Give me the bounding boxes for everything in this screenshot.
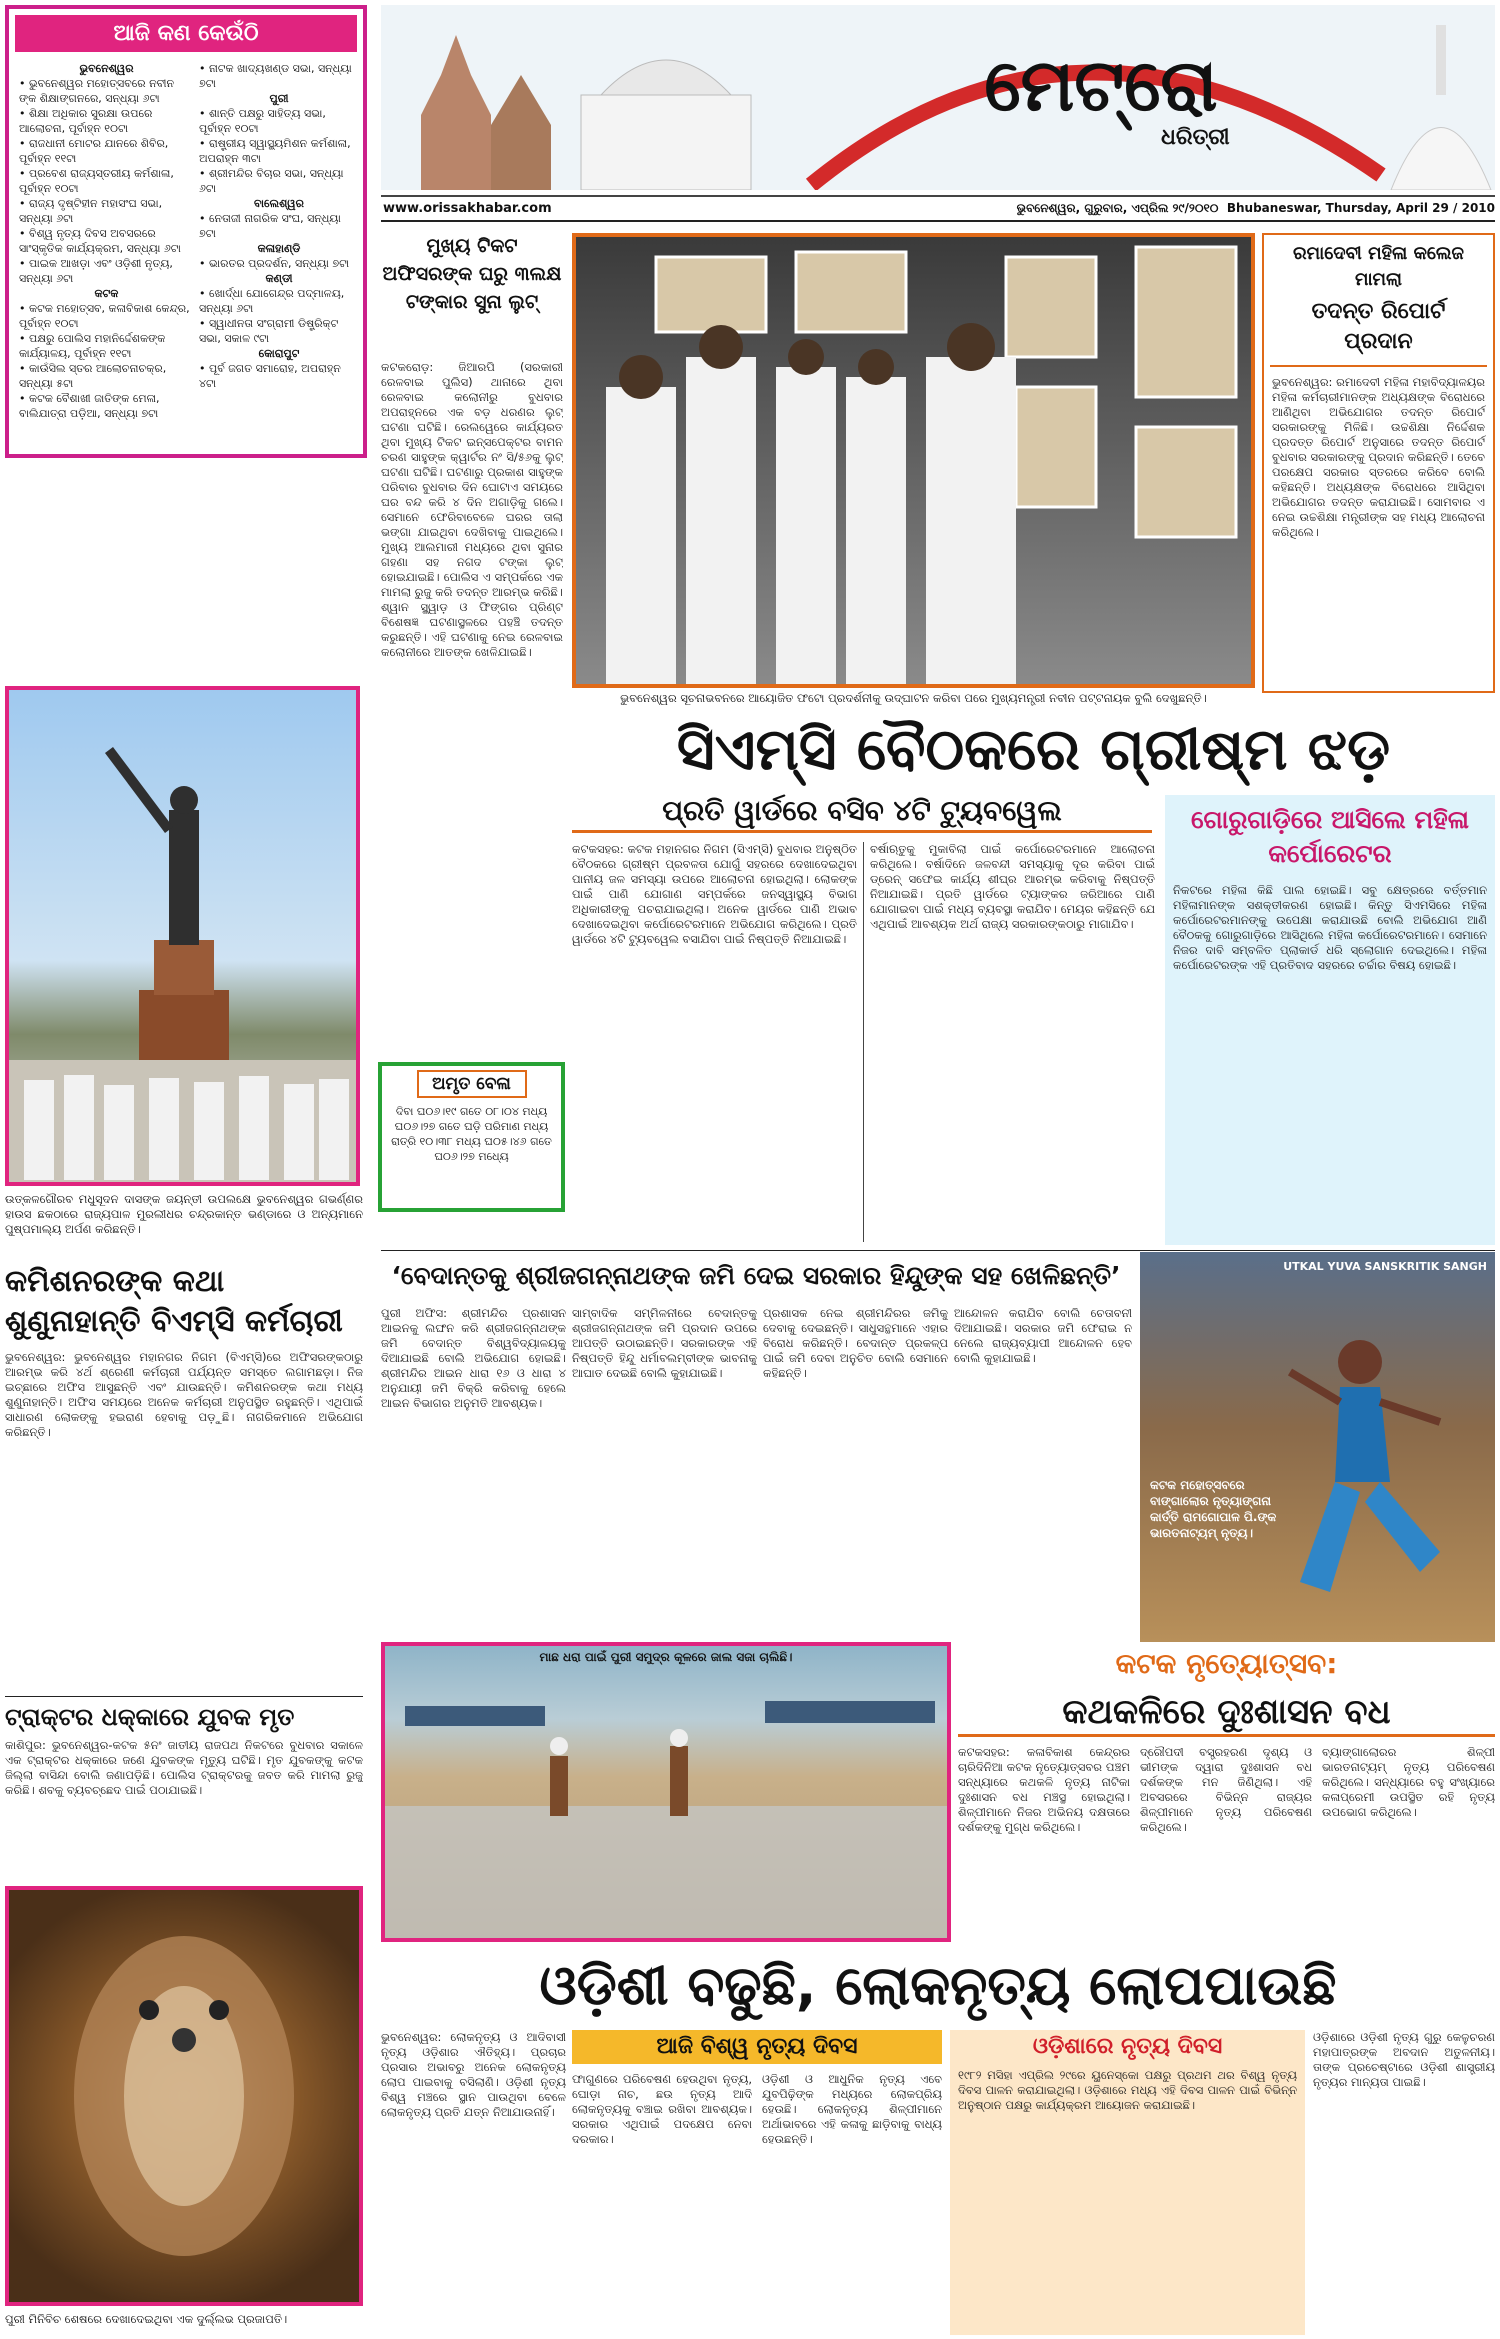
events-right-item: କଣ୍ଡୀ [265,272,293,285]
insect-illustration [9,1890,359,2302]
vedanta-col1: ପୁରୀ ଅଫିସ: ଶ୍ରୀମନ୍ଦିର ପ୍ରଶାସନ ଆଇନକୁ ଲଙ୍ଘନ କରି ଶ୍ରୀଜଗନ୍ନାଥଙ୍କ ଜମି ବେଦାନ୍ତ ବିଶ୍ୱବିଦ୍ୟାଳୟକୁ ଦିଆଯାଇଛି ବୋଲି ଅଭିଯୋଗ ହୋଇଛି। ଶ୍ରୀମନ୍ଦିର ଆଇନ ଧାରା ୧୬ ଓ ଧାରା ୪ ଅନୁଯାୟୀ ଜମି ବିକ୍ରି କରିବାକୁ ହେଲେ ଆଇନ ବିଭାଗର ଅନୁମତି ଆବଶ୍ୟକ। [381,1306,566,1410]
masthead-dateline [860,201,1495,216]
statue-photo [5,686,360,1186]
dancer-banner: UTKAL YUVA SANSKRITIK SANGH [1283,1260,1487,1273]
dancer-caption: କଟକ ମହୋତ୍ସବରେ ବାଙ୍ଗାଲୋର ନୃତ୍ୟାଙ୍ଗନା କାର୍ତ୍ତି ରାମଗୋପାଳ ପି.ଙ୍କ ଭାରତନାଟ୍ୟମ୍ ନୃତ୍ୟ। [1150,1478,1277,1540]
college-body: ଭୁବନେଶ୍ୱର: ରମାଦେବୀ ମହିଳା ମହାବିଦ୍ୟାଳୟର ମହିଳା କର୍ମଚାରୀମାନଙ୍କ ଅଧ୍ୟକ୍ଷଙ୍କ ବିରୋଧରେ ଆଣିଥିବା ଅଭିଯୋଗର ତଦନ୍ତ ରିପୋର୍ଟ ସରକାରଙ୍କୁ ମିଳିଛି। ଉଚ୍ଚଶିକ୍ଷା ନିର୍ଦ୍ଦେଶକ ପ୍ରଦତ୍ତ ରିପୋର୍ଟ ଅନୁସାରେ ତଦନ୍ତ ରିପୋର୍ଟ ବୁଧବାର ସରକାରଙ୍କୁ ପ୍ରଦାନ କରିଛନ୍ତି। ତେବେ ପରକ୍ଷେପ ସରକାର ସ୍ତରରେ କରିବେ ବୋଲି କହିଛନ୍ତି। ଅଧ୍ୟକ୍ଷଙ୍କ ବିରୋଧରେ ଆସିଥିବା ଅଭିଯୋଗର ତଦନ୍ତ କରାଯାଇଛି। ସୋମବାର ଏ ନେଇ ଉଚ୍ଚଶିକ୍ଷା ମନ୍ତ୍ରୀଙ୍କ ସହ ମଧ୍ୟ ଆଲୋଚନା କରିଥିଲେ। [1272,375,1485,539]
events-left-item: • ପ୍ରବେଶ ରାଜ୍ୟସ୍ତରୀୟ କର୍ମଶାଳା, ପୂର୍ବାହ୍ନ ୧୦ଟା [19,167,174,195]
amrit-bela-title: ଅମୃତ ବେଳା [417,1070,527,1098]
bullock-body: ନିକଟରେ ମହିଳା କିଛି ପାଲ ହୋଇଛି। ସବୁ କ୍ଷେତ୍ରରେ ବର୍ତ୍ତମାନ ମହିଳାମାନଙ୍କ ସଶକ୍ତୀକରଣ ହୋଇଛି। କିନ୍ତୁ ସିଏମସିରେ ମହିଳା କର୍ପୋରେଟରମାନଙ୍କୁ ଉପେକ୍ଷା କରାଯାଉଛି ବୋଲି ଅଭିଯୋଗ ଆଣି ବୈଠକକୁ ଗୋରୁଗାଡ଼ିରେ ଆସିଥିଲେ ମହିଳା କର୍ପୋରେଟରମାନେ। ସେମାନେ ନିଜର ଦାବି ସମ୍ବଳିତ ପ୍ଲାକାର୍ଡ ଧରି ସ୍ଲୋଗାନ ଦେଇଥିଲେ। ମହିଳା କର୍ପୋରେଟରଙ୍କ ଏହି ପ୍ରତିବାଦ ସହରରେ ଚର୍ଚ୍ଚାର ବିଷୟ ହୋଇଛି। [1173,883,1487,972]
masthead [381,5,1495,197]
odissi-col3: ଓଡ଼ିଶୀ ଓ ଆଧୁନିକ ନୃତ୍ୟ ଏବେ ଯୁବପିଢ଼ିଙ୍କ ମଧ୍ୟରେ ଲୋକପ୍ରିୟ ହେଉଛି। ଲୋକନୃତ୍ୟ ଶିଳ୍ପୀମାନେ ଅର୍ଥାଭାବରେ ଏହି କଳାକୁ ଛାଡ଼ିବାକୁ ବାଧ୍ୟ ହେଉଛନ୍ତି। [762,2072,942,2146]
events-right-item: • ପୂର୍ବ ଜଗତ ସମାରୋହ, ଅପରାହ୍ନ ୪ଟା [199,362,341,390]
cmc-headline: ସିଏମ୍‌ସି ବୈଠକରେ ଗ୍ରୀଷ୍ମ ଝଡ଼ [676,715,1391,783]
events-right-item: • ସ୍ୱାଧୀନତା ସଂଗ୍ରାମୀ ଡିଷ୍ଟ୍ରିକ୍ଟ ସଭା, ସକାଳ ୯ଟା [199,317,339,345]
masthead-illustration [381,5,1495,190]
cmc-col1: କଟକସହର: କଟକ ମହାନଗର ନିଗମ (ସିଏମ୍‌ସି) ବୁଧବାର ଅନୁଷ୍ଠିତ ବୈଠକରେ ଗ୍ରୀଷ୍ମ ପ୍ରବଳତା ଯୋଗୁଁ ସହରରେ ଦେଖାଦେଇଥିବା ପାନୀୟ ଜଳ ସମସ୍ୟା ଉପରେ ଆଲୋଚନା ହୋଇଥିଲା। ଲୋକଙ୍କ ପାଇଁ ପାଣି ଯୋଗାଣ ସମ୍ପର୍କରେ ଜନସ୍ୱାସ୍ଥ୍ୟ ବିଭାଗ ଅଧିକାରୀଙ୍କୁ ପଚରାଯାଇଥିଲା। ଅନେକ ୱାର୍ଡରେ ପାଣି ଅଭାବ ଦେଖାଦେଇଥିବା କର୍ପୋରେଟରମାନେ ଅଭିଯୋଗ କରିଥିଲେ। ପ୍ରତି ୱାର୍ଡରେ ୪ଟି ଟ୍ୟୁବୱେଲ ବସାଯିବା ପାଇଁ ନିଷ୍ପତ୍ତି ନିଆଯାଇଛି। [572,842,857,946]
dancer-photo [1140,1252,1495,1642]
cmc-subhead: ପ୍ରତି ୱାର୍ଡରେ ବସିବ ୪ଟି ଟ୍ୟୁବୱେଲ [572,792,1152,833]
events-right-item: କଳାହାଣ୍ଡି [257,242,301,255]
main-photo [572,233,1255,688]
dateline-odia: ଭୁବନେଶ୍ୱର, ଗୁରୁବାର, ଏପ୍ରିଲ ୨୯/୨୦୧୦ [1016,201,1219,215]
odissi-box-left: ଆଜି ବିଶ୍ୱ ନୃତ୍ୟ ଦିବସ [572,2030,942,2064]
robbery-body: କଟକରୋଡ଼: ଜିଆରପି (ସରକାରୀ ରେଳବାଇ ପୁଲିସ) ଥାନାରେ ଥିବା ରେଳବାଇ କଲୋନୀରୁ ବୁଧବାର ଅପରାହ୍ନରେ ଏକ ବଡ଼ ଧରଣର ଲୁଟ୍ ଘଟଣା ଘଟିଛି। ରେଲୱେରେ କାର୍ଯ୍ୟରତ ଥିବା ମୁଖ୍ୟ ଟିକଟ ଇନ୍‌ସପେକ୍ଟର ବାମନ ଚରଣ ସାହୁଙ୍କ କ୍ୱାର୍ଟର ନଂ ସି/୫୬କୁ ଲୁଟ୍ ଘଟଣା ଘଟିଛି। ଘଟଣାରୁ ପ୍ରକାଶ ସାହୁଙ୍କ ପରିବାର ବୁଧବାର ଦିନ ଘୋଟାଏ ସମୟରେ ଘର ବନ୍ଦ କରି ୪ ଦିନ ଅଗାଡ଼ିକୁ ଗଲେ। ସେମାନେ ଫେରିବାବେଳେ ଘରର ତାଲା ଭଙ୍ଗା ଯାଇଥିବା ଦେଖିବାକୁ ପାଇଥିଲେ। ମୁଖ୍ୟ ଆଲମାରୀ ମଧ୍ୟରେ ଥିବା ସୁନାର ଗହଣା ସହ ନଗଦ ଟଙ୍କା ଲୁଟ୍ ହୋଇଯାଇଛି। ପୋଲିସ ଏ ସମ୍ପର୍କରେ ଏକ ମାମଲା ରୁଜୁ କରି ତଦନ୍ତ ଆରମ୍ଭ କରିଛି। ଶ୍ୱାନ ସ୍କ୍ୱାଡ଼ ଓ ଫିଙ୍ଗର ପ୍ରିଣ୍ଟ ବିଶେଷଜ୍ଞ ଘଟଣାସ୍ଥଳରେ ପହଞ୍ଚି ତଦନ୍ତ କରୁଛନ୍ତି। ଏହି ଘଟଣାକୁ ନେଇ ରେଳବାଇ କଲୋନୀରେ ଆତଙ୍କ ଖେଳିଯାଇଛି। [381,360,563,659]
events-title: ଆଜି କଣ କେଉଁଠି [15,15,357,52]
events-right-item: • ଖୋର୍ଦ୍ଧା ଯୋଗେନ୍ଦ୍ର ପଦ୍ମାଳୟ, ସନ୍ଧ୍ୟା ୬ଟା [199,287,345,315]
kathakali-headline: କଥକଳିରେ ଦୁଃଶାସନ ବଧ [958,1690,1495,1737]
robbery-headline: ମୁଖ୍ୟ ଟିକଟ ଅଫିସରଙ୍କ ଘରୁ ୩ଲକ୍ଷ ଟଙ୍କାର ସୁନା ଲୁଟ୍ [382,235,562,313]
events-left-item: • ରାଜ୍ୟ ଦୃଷ୍ଟିହୀନ ମହାସଂଘ ସଭା, ସନ୍ଧ୍ୟା ୬ଟା [19,197,163,225]
events-right-item: • ଶ୍ରୀମନ୍ଦିର ବିଚାର ସଭା, ସନ୍ଧ୍ୟା ୬ଟା [199,167,344,195]
events-left-item: • ବିଶ୍ୱ ନୃତ୍ୟ ଦିବସ ଅବସରରେ ସାଂସ୍କୃତିକ କାର୍ଯ୍ୟକ୍ରମ, ସନ୍ଧ୍ୟା ୬ଟା [19,227,181,255]
insect-photo [5,1886,363,2306]
vedanta-col2: ସାମ୍ବାଦିକ ସମ୍ମିଳନୀରେ ବେଦାନ୍ତକୁ ଶ୍ରୀଜଗନ୍ନାଥଙ୍କ ଜମି ପ୍ରଦାନ ଉପରେ ଆପତ୍ତି ଉଠାଇଛନ୍ତି। ସରକାରଙ୍କ ଏହି ନିଷ୍ପତ୍ତି ହିନ୍ଦୁ ଧର୍ମାବଲମ୍ବୀଙ୍କ ଭାବନାକୁ ଆଘାତ ଦେଇଛି ବୋଲି କୁହାଯାଇଛି। [572,1306,757,1380]
tractor-headline: ଟ୍ରାକ୍ଟର ଧକ୍କାରେ ଯୁବକ ମୃତ [5,1703,295,1731]
events-list-right [199,61,359,451]
events-right-item: ବାଲେଶ୍ୱର [254,197,304,210]
dancer-illustration [1140,1252,1495,1642]
odissi-box-right-frame [950,2030,1305,2335]
events-right-item: • ରାଷ୍ଟ୍ରୀୟ ସ୍ୱାସ୍ଥ୍ୟମିଶନ କର୍ମଶାଳା, ଅପରାହ୍ନ ୩ଟା [199,137,351,165]
vedanta-col4: ଆନ୍ଦୋଳନ କରାଯିବ ବୋଲି ଚେତାବନୀ ଦିଆଯାଇଛି। ସରକାର ଜମି ଫେରାଇ ନ ନେଲେ ରାଜ୍ୟବ୍ୟାପୀ ଆନ୍ଦୋଳନ ହେବ ବୋଲି କୁହାଯାଇଛି। [954,1306,1132,1365]
events-left-item: • ପାଇକ ଆଖଡ଼ା ଏବଂ ଓଡ଼ିଶୀ ନୃତ୍ୟ, ସନ୍ଧ୍ୟା ୬ଟା [19,257,173,285]
events-left-item: • ଭୁବନେଶ୍ୱର ମହୋତ୍ସବରେ ନବୀନ ଙ୍କ ଶିକ୍ଷାଙ୍ଗନରେ, ସନ୍ଧ୍ୟା ୬ଟା [19,77,175,105]
statue-caption: ଉତ୍କଳଗୌରବ ମଧୁସୂଦନ ଦାସଙ୍କ ଜୟନ୍ତୀ ଉପଲକ୍ଷେ ଭୁବନେଶ୍ୱର ଗଭର୍ଣ୍ଣର ହାଉସ ଛକଠାରେ ରାଜ୍ୟପାଳ ମୁରଲୀଧର ଚନ୍ଦ୍ରକାନ୍ତ ଭଣ୍ଡାରେ ଓ ଅନ୍ୟମାନେ ପୁଷ୍ପମାଲ୍ୟ ଅର୍ପଣ କରିଛନ୍ତି। [5,1192,363,1236]
masthead-subtitle: ଧରିତ୍ରୀ [1161,125,1230,150]
fishing-caption: ମାଛ ଧରା ପାଇଁ ପୁରୀ ସମୁଦ୍ର କୂଳରେ ଜାଲ ସଜା ଚାଲିଛି। [539,1650,793,1664]
bullock-box [1165,795,1495,1245]
odissi-col4: ୧୯୮୨ ମସିହା ଏପ୍ରିଲ ୨୯ରେ ୟୁନେସ୍କୋ ପକ୍ଷରୁ ପ୍ରଥମ ଥର ବିଶ୍ୱ ନୃତ୍ୟ ଦିବସ ପାଳନ କରାଯାଇଥିଲା। ଓଡ଼ିଶାରେ ମଧ୍ୟ ଏହି ଦିବସ ପାଳନ ପାଇଁ ବିଭିନ୍ନ ଅନୁଷ୍ଠାନ ପକ୍ଷରୁ କାର୍ଯ୍ୟକ୍ରମ ଆୟୋଜନ କରାଯାଇଛି। [958,2068,1297,2112]
odissi-col5: ଓଡ଼ିଶାରେ ଓଡ଼ିଶୀ ନୃତ୍ୟ ଗୁରୁ କେଳୁଚରଣ ମହାପାତ୍ରଙ୍କ ଅବଦାନ ଅତୁଳନୀୟ। ତାଙ୍କ ପ୍ରଚେଷ୍ଟାରେ ଓଡ଼ିଶୀ ଶାସ୍ତ୍ରୀୟ ନୃତ୍ୟର ମାନ୍ୟତା ପାଇଛି। [1313,2030,1495,2089]
events-right-item: • ଭାରତର ପ୍ରଦର୍ଶନ, ସନ୍ଧ୍ୟା ୭ଟା [199,257,350,270]
masthead-rule [381,220,1495,222]
divider [381,1250,1495,1251]
bullock-headline: ଗୋରୁଗାଡ଼ିରେ ଆସିଲେ ମହିଳା କର୍ପୋରେଟର [1191,805,1469,868]
events-box [5,5,367,458]
commissioner-headline: କମିଶନରଙ୍କ କଥା ଶୁଣୁନାହାନ୍ତି ବିଏମ୍‌ସି କର୍ମଚାରୀ [5,1264,343,1339]
statue-illustration [9,690,356,1182]
exhibition-illustration [576,237,1251,684]
college-kicker: ରମାଦେବୀ ମହିଳା କଲେଜ ମାମଲା [1292,243,1464,290]
odissi-headline: ଓଡ଼ିଶୀ ବଢୁଛି, ଲୋକନୃତ୍ୟ ଲୋପପାଉଛି [539,1954,1337,2017]
fishing-illustration [385,1646,947,1938]
vedanta-headline: ‘ବେଦାନ୍ତକୁ ଶ୍ରୀଜଗନ୍ନାଥଙ୍କ ଜମି ଦେଇ ସରକାର ହିନ୍ଦୁଙ୍କ ସହ ଖେଳିଛନ୍ତି’ [391,1261,1121,1290]
kathakali-col1: କଟକସହର: କଳାବିକାଶ କେନ୍ଦ୍ରର ଚାରିଦିନିଆ କଟକ ନୃତ୍ୟୋତ୍ସବର ପଞ୍ଚମ ସନ୍ଧ୍ୟାରେ କଥକଳି ନୃତ୍ୟ ନାଟିକା ଦୁଃଶାସନ ବଧ ମଞ୍ଚସ୍ଥ ହୋଇଥିଲା। ଶିଳ୍ପୀମାନେ ନିଜର ଅଭିନୟ ଦକ୍ଷତାରେ ଦର୍ଶକଙ୍କୁ ମୁଗ୍ଧ କରିଥିଲେ। [958,1745,1130,1834]
events-left-item: • କାଉଁସିଲ ସ୍ତର ଆଲୋଚନାଚକ୍ର, ସନ୍ଧ୍ୟା ୫ଟା [19,362,167,390]
kathakali-kicker: କଟକ ନୃତ୍ୟୋତ୍ସବ: [1115,1647,1338,1680]
events-right-item: ପୁରୀ [269,92,289,105]
vedanta-col3: ପ୍ରଶାସକ ନେଇ ଶ୍ରୀମନ୍ଦିରର ଜମିକୁ ଦେବାକୁ ଦେଇଛନ୍ତି। ସାଧୁସନ୍ଥମାନେ ଏହାର ବିରୋଧ କରିଛନ୍ତି। ବେଦାନ୍ତ ପ୍ରକଳ୍ପ ପାଇଁ ଜମି ଦେବା ଅନୁଚିତ ବୋଲି ସେମାନେ କହିଛନ୍ତି। [763,1306,948,1380]
dateline-en: Bhubaneswar, Thursday, April 29 / 2010 [1226,201,1495,215]
events-right-item: କୋରାପୁଟ [258,347,300,360]
masthead-website: www.orissakhabar.com [383,201,552,216]
odissi-box-right: ଓଡ଼ିଶାରେ ନୃତ୍ୟ ଦିବସ [1032,2034,1223,2059]
events-left-item: କଟକ [94,287,119,300]
amrit-bela-body: ଦିବା ଘ୦୬।୧୯ ଗତେ ୦୮।୦୪ ମଧ୍ୟ ଘ୦୬।୨୭ ଗତେ ଘଡ଼ି ପରିମାଣ ମଧ୍ୟ ରାତ୍ରି ୧୦।୩୮ ମଧ୍ୟ ଘ୦୫।୪୬ ଗତେ ଘ୦୬।୨୭ ମଧ୍ୟେ [391,1105,552,1163]
kathakali-col2: ଦ୍ରୌପଦୀ ବସ୍ତ୍ରହରଣ ଦୃଶ୍ୟ ଓ ଭୀମଙ୍କ ଦ୍ୱାରା ଦୁଃଶାସନ ବଧ ଦର୍ଶକଙ୍କ ମନ ଜିଣିଥିଲା। ଏହି ଅବସରରେ ବିଭିନ୍ନ ରାଜ୍ୟର ଶିଳ୍ପୀମାନେ ନୃତ୍ୟ ପରିବେଷଣ କରିଥିଲେ। [1140,1745,1312,1834]
college-box [1262,233,1495,693]
events-right-item: • ଶାନ୍ତି ପକ୍ଷରୁ ସାହିତ୍ୟ ସଭା, ପୂର୍ବାହ୍ନ ୧୦ଟା [199,107,326,135]
events-right-item: • ନେତାଜୀ ନାଗରିକ ସଂଘ, ସନ୍ଧ୍ୟା ୭ଟା [199,212,341,240]
tractor-body: କାଶିପୁର: ଭୁବନେଶ୍ୱର-କଟକ ୫ନଂ ଜାତୀୟ ରାଜପଥ ନିକଟରେ ବୁଧବାର ସକାଳେ ଏକ ଟ୍ରାକ୍ଟର ଧକ୍କାରେ ଜଣେ ଯୁବକଙ୍କ ମୃତ୍ୟୁ ଘଟିଛି। ମୃତ ଯୁବକଙ୍କୁ କଟକ ଜିଲ୍ଲା ବାସିନ୍ଦା ବୋଲି ଜଣାପଡ଼ିଛି। ପୋଲିସ ଟ୍ରାକ୍ଟରକୁ ଜବତ କରି ମାମଲା ରୁଜୁ କରିଛି। ଶବକୁ ବ୍ୟବଚ୍ଛେଦ ପାଇଁ ପଠାଯାଇଛି। [5,1738,363,1797]
cmc-col2: ବର୍ଷାଋତୁକୁ ମୁକାବିଲା ପାଇଁ କର୍ପୋରେଟରମାନେ ଆଲୋଚନା କରିଥିଲେ। ବର୍ଷାଦିନେ ଜଳବନ୍ଦୀ ସମସ୍ୟାକୁ ଦୂର କରିବା ପାଇଁ ଡ୍ରେନ୍ ସଫେଇ କାର୍ଯ୍ୟ ଶୀଘ୍ର ଆରମ୍ଭ କରିବାକୁ ନିଷ୍ପତ୍ତି ନିଆଯାଇଛି। ପ୍ରତି ୱାର୍ଡରେ ଟ୍ୟାଙ୍କର ଜରିଆରେ ପାଣି ଯୋଗାଇବା ପାଇଁ ମଧ୍ୟ ବ୍ୟବସ୍ଥା କରାଯିବ। ମେୟର କହିଛନ୍ତି ଯେ ଏଥିପାଇଁ ଆବଶ୍ୟକ ଅର୍ଥ ରାଜ୍ୟ ସରକାରଙ୍କଠାରୁ ମାଗାଯିବ। [870,842,1155,931]
odissi-col1: ଭୁବନେଶ୍ୱର: ଲୋକନୃତ୍ୟ ଓ ଆଦିବାସୀ ନୃତ୍ୟ ଓଡ଼ିଶାର ଐତିହ୍ୟ। ପ୍ରଚାର ପ୍ରସାର ଅଭାବରୁ ଅନେକ ଲୋକନୃତ୍ୟ ଲୋପ ପାଇବାକୁ ବସିଲାଣି। ଓଡ଼ିଶୀ ନୃତ୍ୟ ବିଶ୍ୱ ମଞ୍ଚରେ ସ୍ଥାନ ପାଉଥିବା ବେଳେ ଲୋକନୃତ୍ୟ ପ୍ରତି ଯତ୍ନ ନିଆଯାଉନାହିଁ। [381,2030,566,2119]
main-photo-caption: ଭୁବନେଶ୍ୱର ସୂଚନାଭବନରେ ଆୟୋଜିତ ଫଟୋ ପ୍ରଦର୍ଶନୀକୁ ଉଦ୍‌ଘାଟନ କରିବା ପରେ ମୁଖ୍ୟମନ୍ତ୍ରୀ ନବୀନ ପଟ୍ଟନାୟକ ବୁଲି ଦେଖୁଛନ୍ତି। [620,691,1207,705]
amrit-bela-box [378,1062,565,1212]
events-left-item: • ରାଜଧାନୀ ମୋଟର ଯାନରେ ଶିବିର, ପୂର୍ବାହ୍ନ ୧୧ଟା [19,137,169,165]
events-left-item: • କଟକ ବୈଶାଖୀ ଜାତିଙ୍କ ମେଳା, ବାଲିଯାତ୍ରା ପଡ଼ିଆ, ସନ୍ଧ୍ୟା ୭ଟା [19,392,160,420]
odissi-col2: ଫାଗୁଣରେ ପରିବେଷଣ ହେଉଥିବା ନୃତ୍ୟ, ଘୋଡ଼ା ନାଚ, ଛଉ ନୃତ୍ୟ ଆଦି ଲୋକନୃତ୍ୟକୁ ବଞ୍ଚାଇ ରଖିବା ଆବଶ୍ୟକ। ସରକାର ଏଥିପାଇଁ ପଦକ୍ଷେପ ନେବା ଦରକାର। [572,2072,752,2146]
events-right-item: • ନାଟକ ଖାଦ୍ୟଖଣ୍ଡ ସଭା, ସନ୍ଧ୍ୟା ୭ଟା [199,62,352,90]
insect-caption: ପୁରୀ ମିନିବିଚ ଶେଷରେ ଦେଖାଦେଇଥିବା ଏକ ଦୁର୍ଲ୍ଲଭ ପ୍ରଜାପତି। [5,2312,288,2326]
events-left-item: • ଶିକ୍ଷା ଅଧିକାର ସୁରକ୍ଷା ଉପରେ ଆଲୋଚନା, ପୂର୍ବାହ୍ନ ୧୦ଟା [19,107,153,135]
commissioner-body: ଭୁବନେଶ୍ୱର: ଭୁବନେଶ୍ୱର ମହାନଗର ନିଗମ (ବିଏମ୍‌ସି)ରେ ଅଫିସରଙ୍କଠାରୁ ଆରମ୍ଭ କରି ୪ର୍ଥ ଶ୍ରେଣୀ କର୍ମଚାରୀ ପର୍ଯ୍ୟନ୍ତ ସମସ୍ତେ ଲଗାମଛଡ଼ା। ନିଜ ଇଚ୍ଛାରେ ଅଫିସ ଆସୁଛନ୍ତି ଏବଂ ଯାଉଛନ୍ତି। କମିଶନରଙ୍କ କଥା ମଧ୍ୟ ଶୁଣୁନାହାନ୍ତି। ଅଫିସ ସମୟରେ ଅନେକ କର୍ମଚାରୀ ଅନୁପସ୍ଥିତ ରହୁଛନ୍ତି। ଏଥିପାଇଁ ସାଧାରଣ ଲୋକଙ୍କୁ ହଇରାଣ ହେବାକୁ ପଡ଼ୁଛି। ନାଗରିକମାନେ ଅଭିଯୋଗ କରିଛନ୍ତି। [5,1350,363,1439]
kathakali-col3: ବ୍ୟାଙ୍ଗାଲୋରର ଶିଳ୍ପୀ ଭାରତନାଟ୍ୟମ୍ ନୃତ୍ୟ ପରିବେଷଣ କରିଥିଲେ। ସନ୍ଧ୍ୟାରେ ବହୁ ସଂଖ୍ୟାରେ କଳାପ୍ରେମୀ ଉପସ୍ଥିତ ରହି ନୃତ୍ୟ ଉପଭୋଗ କରିଥିଲେ। [1322,1745,1495,1819]
events-left-item: • କଟକ ମହୋତ୍ସବ, କଳାବିକାଶ କେନ୍ଦ୍ର, ପୂର୍ବାହ୍ନ ୧୦ଟା [19,302,190,330]
column-divider [863,842,864,1242]
events-left-item: ଭୁବନେଶ୍ୱର [79,62,134,75]
events-left-item: • ପକ୍ଷରୁ ପୋଲିସ ମହାନିର୍ଦ୍ଦେଶକଙ୍କ କାର୍ଯ୍ୟାଳୟ, ପୂର୍ବାହ୍ନ ୧୧ଟା [19,332,166,360]
events-list-left [19,61,194,451]
divider [5,1696,363,1697]
masthead-title: ମେଟ୍ରୋ [984,43,1218,127]
college-headline: ତଦନ୍ତ ରିପୋର୍ଟ ପ୍ରଦାନ [1270,295,1487,367]
fishing-photo [381,1642,951,1942]
